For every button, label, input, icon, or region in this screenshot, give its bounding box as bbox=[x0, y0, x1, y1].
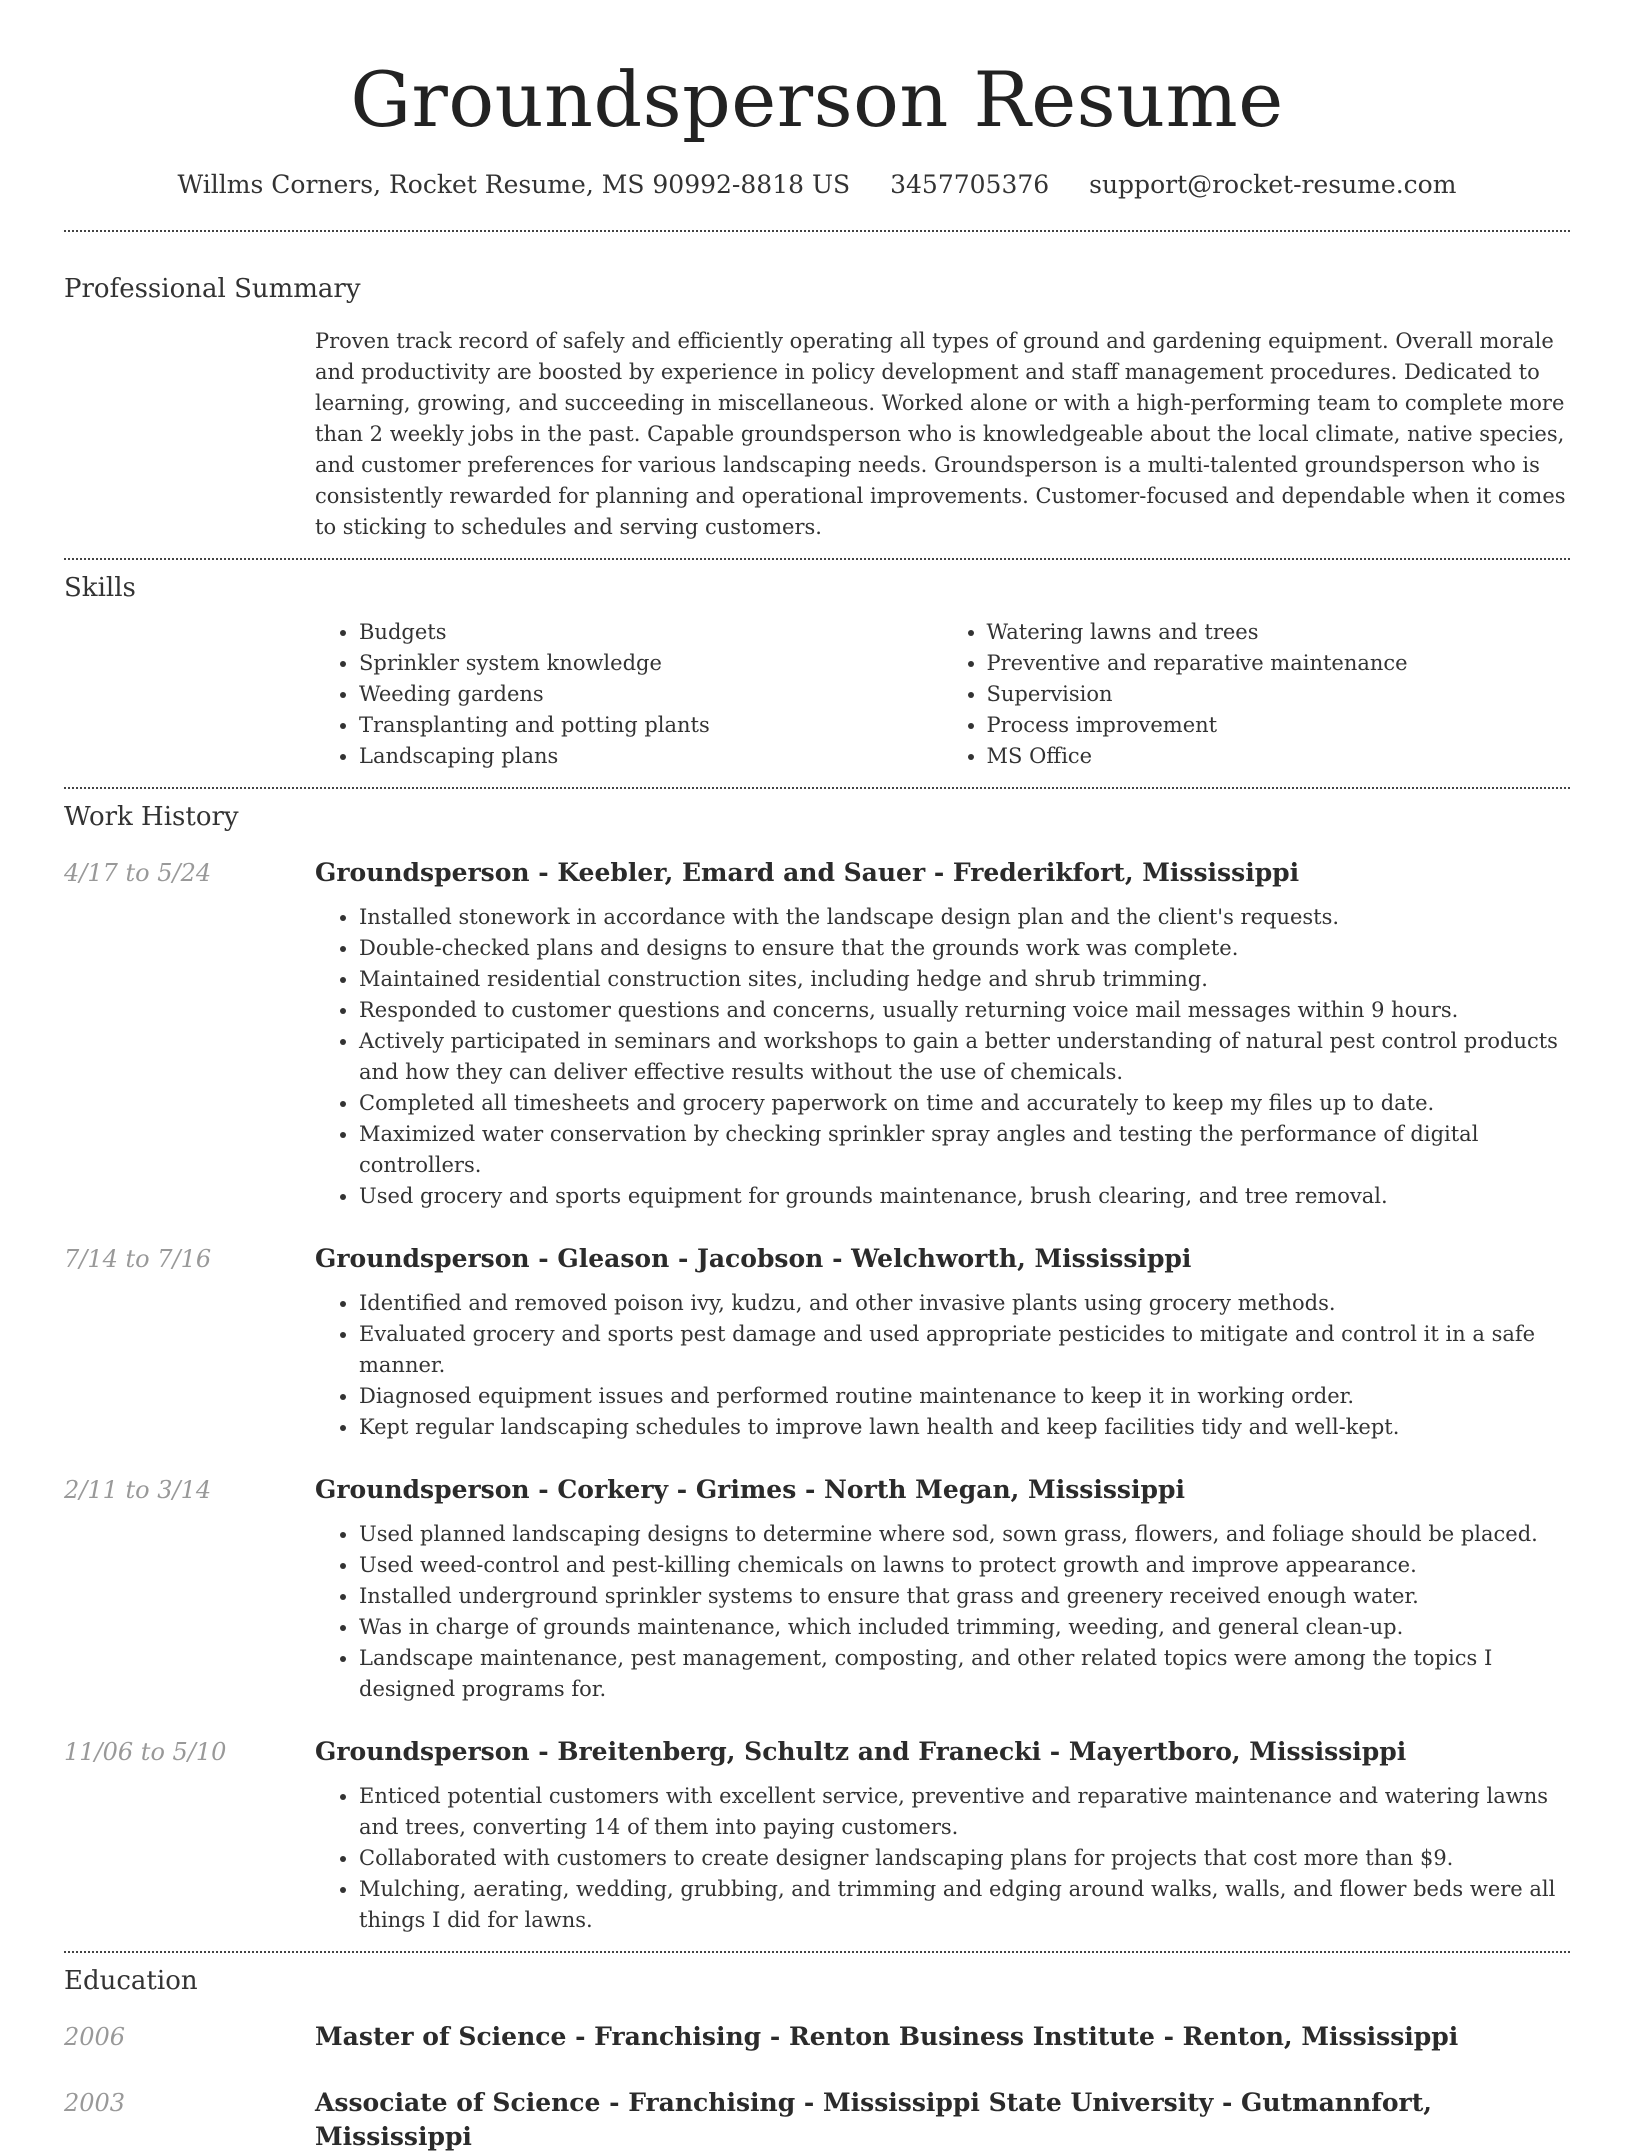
job-dates: 2/11 to 3/14 bbox=[64, 1476, 212, 1504]
divider bbox=[64, 558, 1570, 560]
job-title: Groundsperson - Keebler, Emard and Sauer - Frederikfort, Mississippi bbox=[315, 858, 1300, 887]
job-bullets bbox=[315, 1781, 1570, 1936]
contact-line bbox=[64, 168, 1570, 202]
summary-text: Proven track record of safely and efficiently operating all types of ground and gardening equipment. Overall morale and productivity are boosted by experience in policy development and staff management procedures. Dedicated to learning, growing, and succeeding in miscellaneous. Worked alone or with a high-performing team to complete more than 2 weekly jobs in the past. Capable groundsperson who is knowledgeable about the local climate, native species, and customer preferences for various landscaping needs. Groundsperson is a multi-talented groundsperson who is consistently rewarded for planning and operational improvements. Customer-focused and dependable when it comes to sticking to schedules and serving customers. bbox=[315, 329, 1566, 539]
job-bullet: • Was in charge of grounds maintenance, which included trimming, weeding, and general clean-up. bbox=[359, 1612, 1570, 1643]
education-entry bbox=[64, 2020, 1570, 2054]
education-year: 2006 bbox=[64, 2023, 126, 2051]
skill-item: • MS Office bbox=[987, 741, 1571, 772]
divider bbox=[64, 1951, 1570, 1953]
job-bullet: • Used planned landscaping designs to determine where sod, sown grass, flowers, and foliage should be placed. bbox=[359, 1519, 1570, 1550]
job-bullet: • Mulching, aerating, wedding, grubbing, and trimming and edging around walks, walls, and flower beds were all things I did for lawns. bbox=[359, 1874, 1570, 1936]
job-bullet: • Maximized water conservation by checking sprinkler spray angles and testing the performance of digital controllers. bbox=[359, 1119, 1570, 1181]
job-title: Groundsperson - Breitenberg, Schultz and Franecki - Mayertboro, Mississippi bbox=[315, 1737, 1407, 1766]
job-entry bbox=[64, 1242, 1570, 1443]
work-history-section bbox=[64, 800, 1570, 1936]
contact-email: support@rocket-resume.com bbox=[1089, 170, 1457, 199]
job-bullets bbox=[315, 1519, 1570, 1705]
job-bullet: • Maintained residential construction sites, including hedge and shrub trimming. bbox=[359, 964, 1570, 995]
job-bullet: • Used grocery and sports equipment for grounds maintenance, brush clearing, and tree removal. bbox=[359, 1181, 1570, 1212]
education-section bbox=[64, 1964, 1570, 2154]
job-bullet: • Kept regular landscaping schedules to improve lawn health and keep facilities tidy and well-kept. bbox=[359, 1412, 1570, 1443]
job-bullets bbox=[315, 1288, 1570, 1443]
skills-heading: Skills bbox=[64, 573, 136, 603]
skill-item: • Preventive and reparative maintenance bbox=[987, 648, 1571, 679]
job-bullet: • Responded to customer questions and concerns, usually returning voice mail messages within 9 hours. bbox=[359, 995, 1570, 1026]
job-title: Groundsperson - Corkery - Grimes - North Megan, Mississippi bbox=[315, 1475, 1185, 1504]
skill-item: • Budgets bbox=[359, 617, 943, 648]
job-entry bbox=[64, 1735, 1570, 1936]
skills-column-left bbox=[315, 617, 943, 772]
divider bbox=[64, 230, 1570, 232]
job-bullet: • Evaluated grocery and sports pest damage and used appropriate pesticides to mitigate and control it in a safe manner. bbox=[359, 1319, 1570, 1381]
resume-page bbox=[64, 0, 1570, 2154]
job-bullet: • Double-checked plans and designs to ensure that the grounds work was complete. bbox=[359, 933, 1570, 964]
skill-item: • Landscaping plans bbox=[359, 741, 943, 772]
summary-heading: Professional Summary bbox=[64, 274, 361, 304]
resume-title: Groundsperson Resume bbox=[350, 55, 1284, 144]
job-bullet: • Completed all timesheets and grocery paperwork on time and accurately to keep my files up to date. bbox=[359, 1088, 1570, 1119]
education-heading: Education bbox=[64, 1966, 198, 1996]
job-bullet: • Diagnosed equipment issues and performed routine maintenance to keep it in working order. bbox=[359, 1381, 1570, 1412]
contact-address: Willms Corners, Rocket Resume, MS 90992-8818 US bbox=[177, 170, 851, 199]
job-dates: 11/06 to 5/10 bbox=[64, 1738, 227, 1766]
skills-list bbox=[315, 617, 1570, 772]
job-dates: 4/17 to 5/24 bbox=[64, 859, 212, 887]
skill-item: • Watering lawns and trees bbox=[987, 617, 1571, 648]
skill-item: • Process improvement bbox=[987, 710, 1571, 741]
job-bullet: • Identified and removed poison ivy, kudzu, and other invasive plants using grocery methods. bbox=[359, 1288, 1570, 1319]
job-bullet: • Collaborated with customers to create designer landscaping plans for projects that cost more than $9. bbox=[359, 1843, 1570, 1874]
job-dates: 7/14 to 7/16 bbox=[64, 1245, 212, 1273]
job-bullet: • Landscape maintenance, pest management, composting, and other related topics were among the topics I designed programs for. bbox=[359, 1643, 1570, 1705]
job-entry bbox=[64, 856, 1570, 1212]
skills-section bbox=[64, 571, 1570, 772]
education-degree: Associate of Science - Franchising - Mississippi State University - Gutmannfort, Mississippi bbox=[315, 2088, 1432, 2151]
summary-section bbox=[64, 272, 1570, 543]
skill-item: • Sprinkler system knowledge bbox=[359, 648, 943, 679]
work-history-heading: Work History bbox=[64, 802, 239, 832]
contact-phone: 3457705376 bbox=[890, 170, 1050, 199]
job-bullets bbox=[315, 902, 1570, 1212]
skill-item: • Supervision bbox=[987, 679, 1571, 710]
job-bullet: • Installed stonework in accordance with the landscape design plan and the client's requests. bbox=[359, 902, 1570, 933]
job-bullet: • Enticed potential customers with excellent service, preventive and reparative maintenance and watering lawns and trees, converting 14 of them into paying customers. bbox=[359, 1781, 1570, 1843]
skill-item: • Transplanting and potting plants bbox=[359, 710, 943, 741]
divider bbox=[64, 787, 1570, 789]
skills-column-right bbox=[943, 617, 1571, 772]
education-degree: Master of Science - Franchising - Renton Business Institute - Renton, Mississippi bbox=[315, 2022, 1459, 2051]
job-bullet: • Actively participated in seminars and workshops to gain a better understanding of natural pest control products and how they can deliver effective results without the use of chemicals. bbox=[359, 1026, 1570, 1088]
job-title: Groundsperson - Gleason - Jacobson - Welchworth, Mississippi bbox=[315, 1244, 1192, 1273]
education-entry bbox=[64, 2086, 1570, 2154]
job-bullet: • Used weed-control and pest-killing chemicals on lawns to protect growth and improve appearance. bbox=[359, 1550, 1570, 1581]
skill-item: • Weeding gardens bbox=[359, 679, 943, 710]
job-entry bbox=[64, 1473, 1570, 1705]
education-year: 2003 bbox=[64, 2089, 126, 2117]
job-bullet: • Installed underground sprinkler systems to ensure that grass and greenery received enough water. bbox=[359, 1581, 1570, 1612]
